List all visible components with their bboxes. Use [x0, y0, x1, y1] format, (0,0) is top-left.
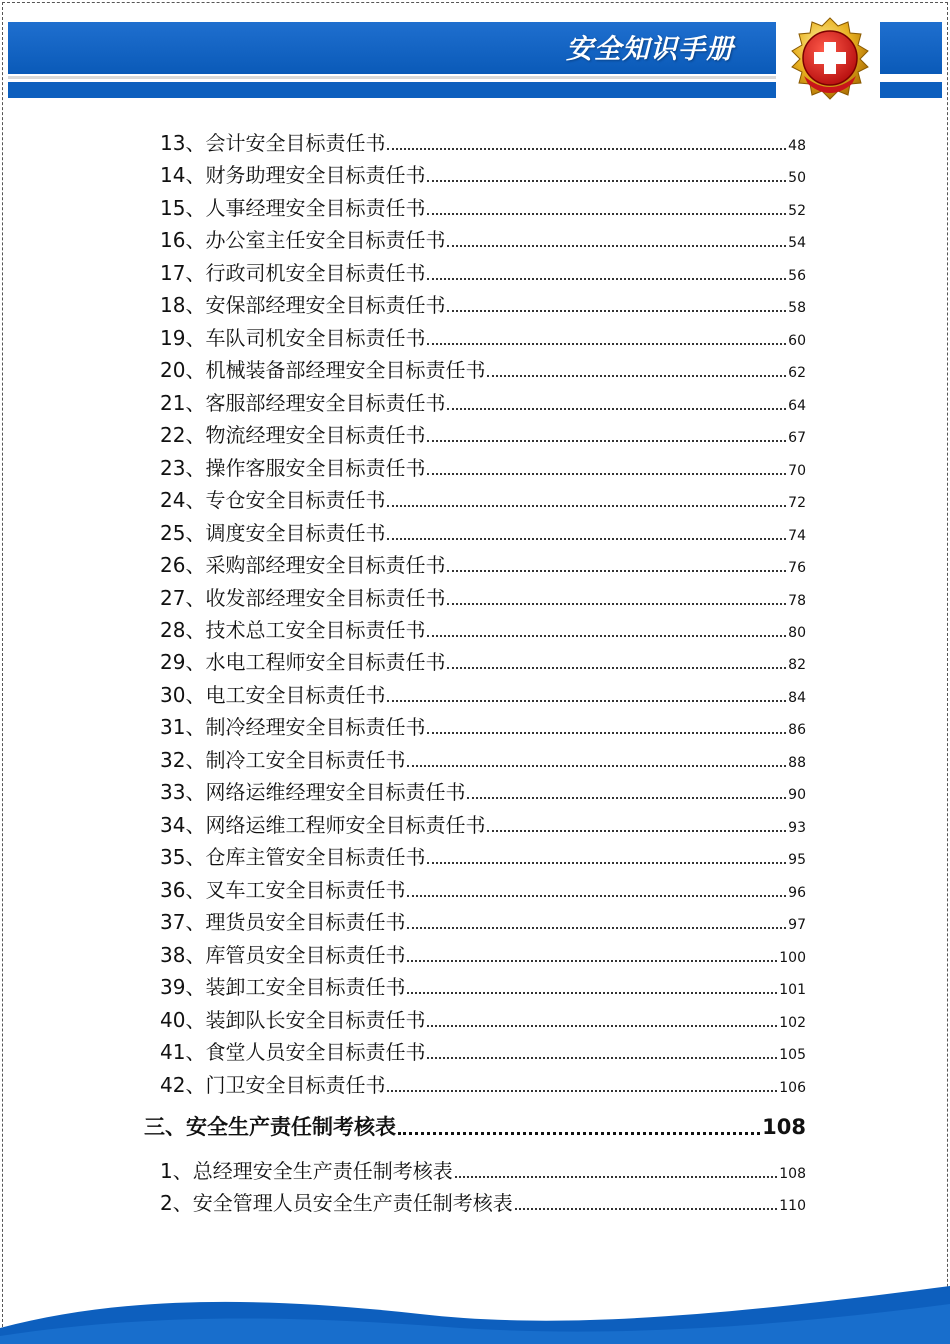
toc-entry-page: 95 — [788, 852, 806, 868]
toc-leader-dots — [427, 278, 786, 280]
toc-leader-dots — [427, 635, 786, 637]
toc-entry[interactable] — [160, 225, 806, 253]
header-title: 安全知识手册 — [566, 34, 734, 65]
toc-entry-page: 48 — [788, 138, 806, 154]
toc-entry[interactable] — [160, 777, 806, 805]
toc-leader-dots — [467, 797, 786, 799]
toc-leader-dots — [407, 960, 777, 962]
toc-entry-page: 86 — [788, 722, 806, 738]
toc-entry-label: 14、财务助理安全目标责任书 — [160, 163, 426, 187]
toc-entry-label: 25、调度安全目标责任书 — [160, 521, 386, 545]
toc-entry[interactable] — [160, 842, 806, 870]
toc-entry-label: 32、制冷工安全目标责任书 — [160, 748, 406, 772]
toc-entry-page: 72 — [788, 495, 806, 511]
toc-leader-dots — [407, 927, 786, 929]
toc-entry-page: 108 — [779, 1166, 806, 1182]
toc-entry-page: 96 — [788, 885, 806, 901]
toc-entry-label: 26、采购部经理安全目标责任书 — [160, 553, 446, 577]
toc-section-heading[interactable] — [144, 1112, 806, 1140]
toc-leader-dots — [427, 1057, 777, 1059]
toc-leader-dots — [447, 310, 786, 312]
toc-entry[interactable] — [160, 160, 806, 188]
toc-leader-dots — [427, 343, 786, 345]
toc-entry-label: 30、电工安全目标责任书 — [160, 683, 386, 707]
toc-entry-label: 17、行政司机安全目标责任书 — [160, 261, 426, 285]
toc-entry-label: 41、食堂人员安全目标责任书 — [160, 1040, 426, 1064]
toc-entry-page: 67 — [788, 430, 806, 446]
toc-leader-dots — [427, 213, 786, 215]
toc-entry-label: 27、收发部经理安全目标责任书 — [160, 586, 446, 610]
toc-entry-label: 39、装卸工安全目标责任书 — [160, 975, 406, 999]
toc-entry[interactable] — [160, 907, 806, 935]
toc-section-label: 三、安全生产责任制考核表 — [144, 1115, 396, 1139]
toc-entry[interactable] — [160, 972, 806, 1000]
toc-entry[interactable] — [160, 680, 806, 708]
toc-leader-dots — [515, 1208, 778, 1210]
toc-entry-page: 100 — [779, 950, 806, 966]
toc-entry-label: 18、安保部经理安全目标责任书 — [160, 293, 446, 317]
header-band-right-lower — [880, 82, 942, 98]
toc-entry-label: 33、网络运维经理安全目标责任书 — [160, 780, 466, 804]
toc-leader-dots — [387, 1090, 777, 1092]
toc-entry-page: 90 — [788, 787, 806, 803]
header-divider — [8, 76, 776, 79]
toc-entry-page: 102 — [779, 1015, 806, 1031]
toc-entry-page: 50 — [788, 170, 806, 186]
toc-entry[interactable] — [160, 647, 806, 675]
toc-leader-dots — [387, 505, 786, 507]
toc-leader-dots — [407, 765, 786, 767]
toc-entry[interactable] — [160, 1005, 806, 1033]
toc-entry-page: 62 — [788, 365, 806, 381]
toc-leader-dots — [455, 1176, 778, 1178]
toc-leader-dots — [487, 375, 786, 377]
toc-leader-dots — [398, 1132, 760, 1135]
toc-entry-label: 37、理货员安全目标责任书 — [160, 910, 406, 934]
toc-entry[interactable] — [160, 745, 806, 773]
toc-leader-dots — [427, 1025, 777, 1027]
toc-entry-page: 80 — [788, 625, 806, 641]
toc-entry-page: 52 — [788, 203, 806, 219]
toc-entry[interactable] — [160, 810, 806, 838]
toc-entry-page: 54 — [788, 235, 806, 251]
toc-entry-label: 19、车队司机安全目标责任书 — [160, 326, 426, 350]
toc-entry-label: 35、仓库主管安全目标责任书 — [160, 845, 426, 869]
toc-section-page: 108 — [762, 1115, 806, 1139]
toc-entry-label: 22、物流经理安全目标责任书 — [160, 423, 426, 447]
toc-entry[interactable] — [160, 193, 806, 221]
toc-entry-page: 93 — [788, 820, 806, 836]
toc-entry-page: 88 — [788, 755, 806, 771]
toc-leader-dots — [387, 700, 786, 702]
toc-leader-dots — [407, 895, 786, 897]
toc-entry-page: 78 — [788, 593, 806, 609]
toc-entry-page: 82 — [788, 657, 806, 673]
toc-entry[interactable] — [160, 290, 806, 318]
toc-leader-dots — [427, 862, 786, 864]
toc-leader-dots — [427, 473, 786, 475]
toc-entry-label: 24、专仓安全目标责任书 — [160, 488, 386, 512]
toc-entry[interactable] — [160, 518, 806, 546]
toc-entry[interactable] — [160, 1156, 806, 1184]
toc-entry[interactable] — [160, 550, 806, 578]
toc-entry[interactable] — [160, 875, 806, 903]
footer-wave — [0, 1276, 950, 1344]
toc-entry-label: 23、操作客服安全目标责任书 — [160, 456, 426, 480]
toc-entry-label: 34、网络运维工程师安全目标责任书 — [160, 813, 486, 837]
toc-entry-label: 20、机械装备部经理安全目标责任书 — [160, 358, 486, 382]
toc-entry[interactable] — [160, 712, 806, 740]
toc-entry-page: 84 — [788, 690, 806, 706]
toc-entry-label: 38、库管员安全目标责任书 — [160, 943, 406, 967]
toc-leader-dots — [487, 830, 786, 832]
toc-entry[interactable] — [160, 323, 806, 351]
toc-entry-page: 60 — [788, 333, 806, 349]
toc-entry-label: 1、总经理安全生产责任制考核表 — [160, 1159, 453, 1183]
safety-cross-logo-icon — [786, 14, 874, 102]
toc-leader-dots — [427, 440, 786, 442]
header-band-lower — [8, 82, 776, 98]
toc-entry[interactable] — [160, 420, 806, 448]
page-header — [0, 0, 950, 110]
toc-entry-page: 56 — [788, 268, 806, 284]
toc-entry[interactable] — [160, 1037, 806, 1065]
toc-entry-label: 28、技术总工安全目标责任书 — [160, 618, 426, 642]
toc-entry-page: 64 — [788, 398, 806, 414]
toc-entry-label: 31、制冷经理安全目标责任书 — [160, 715, 426, 739]
toc-entry-page: 97 — [788, 917, 806, 933]
toc-entry[interactable] — [160, 128, 806, 156]
toc-entry[interactable] — [160, 388, 806, 416]
toc-entry-label: 40、装卸队长安全目标责任书 — [160, 1008, 426, 1032]
toc-entry-page: 74 — [788, 528, 806, 544]
toc-entry[interactable] — [160, 453, 806, 481]
toc-entry-label: 13、会计安全目标责任书 — [160, 131, 386, 155]
toc-entry[interactable] — [160, 940, 806, 968]
toc-leader-dots — [447, 408, 786, 410]
toc-entry-page: 101 — [779, 982, 806, 998]
toc-entry[interactable] — [160, 485, 806, 513]
toc-entry-page: 70 — [788, 463, 806, 479]
toc-entry-page: 105 — [779, 1047, 806, 1063]
toc-entry[interactable] — [160, 1188, 806, 1216]
toc-leader-dots — [447, 570, 786, 572]
toc-entry[interactable] — [160, 1070, 806, 1098]
toc-leader-dots — [427, 180, 786, 182]
toc-entry[interactable] — [160, 615, 806, 643]
toc-entry-label: 29、水电工程师安全目标责任书 — [160, 650, 446, 674]
toc-entry-label: 21、客服部经理安全目标责任书 — [160, 391, 446, 415]
toc-entry-label: 16、办公室主任安全目标责任书 — [160, 228, 446, 252]
toc-leader-dots — [447, 245, 786, 247]
toc-entry-page: 110 — [779, 1198, 806, 1214]
toc-entry-page: 76 — [788, 560, 806, 576]
toc-leader-dots — [387, 538, 786, 540]
toc-entry-label: 15、人事经理安全目标责任书 — [160, 196, 426, 220]
toc-leader-dots — [447, 667, 786, 669]
header-band-right — [880, 22, 942, 74]
toc-leader-dots — [387, 148, 786, 150]
toc-entry-page: 106 — [779, 1080, 806, 1096]
toc-entry-page: 58 — [788, 300, 806, 316]
toc-entry-label: 2、安全管理人员安全生产责任制考核表 — [160, 1191, 513, 1215]
toc-entry[interactable] — [160, 355, 806, 383]
toc-leader-dots — [427, 732, 786, 734]
toc-entry-label: 42、门卫安全目标责任书 — [160, 1073, 386, 1097]
toc-entry[interactable] — [160, 583, 806, 611]
toc-leader-dots — [407, 992, 777, 994]
toc-entry[interactable] — [160, 258, 806, 286]
toc-leader-dots — [447, 603, 786, 605]
toc-entry-label: 36、叉车工安全目标责任书 — [160, 878, 406, 902]
